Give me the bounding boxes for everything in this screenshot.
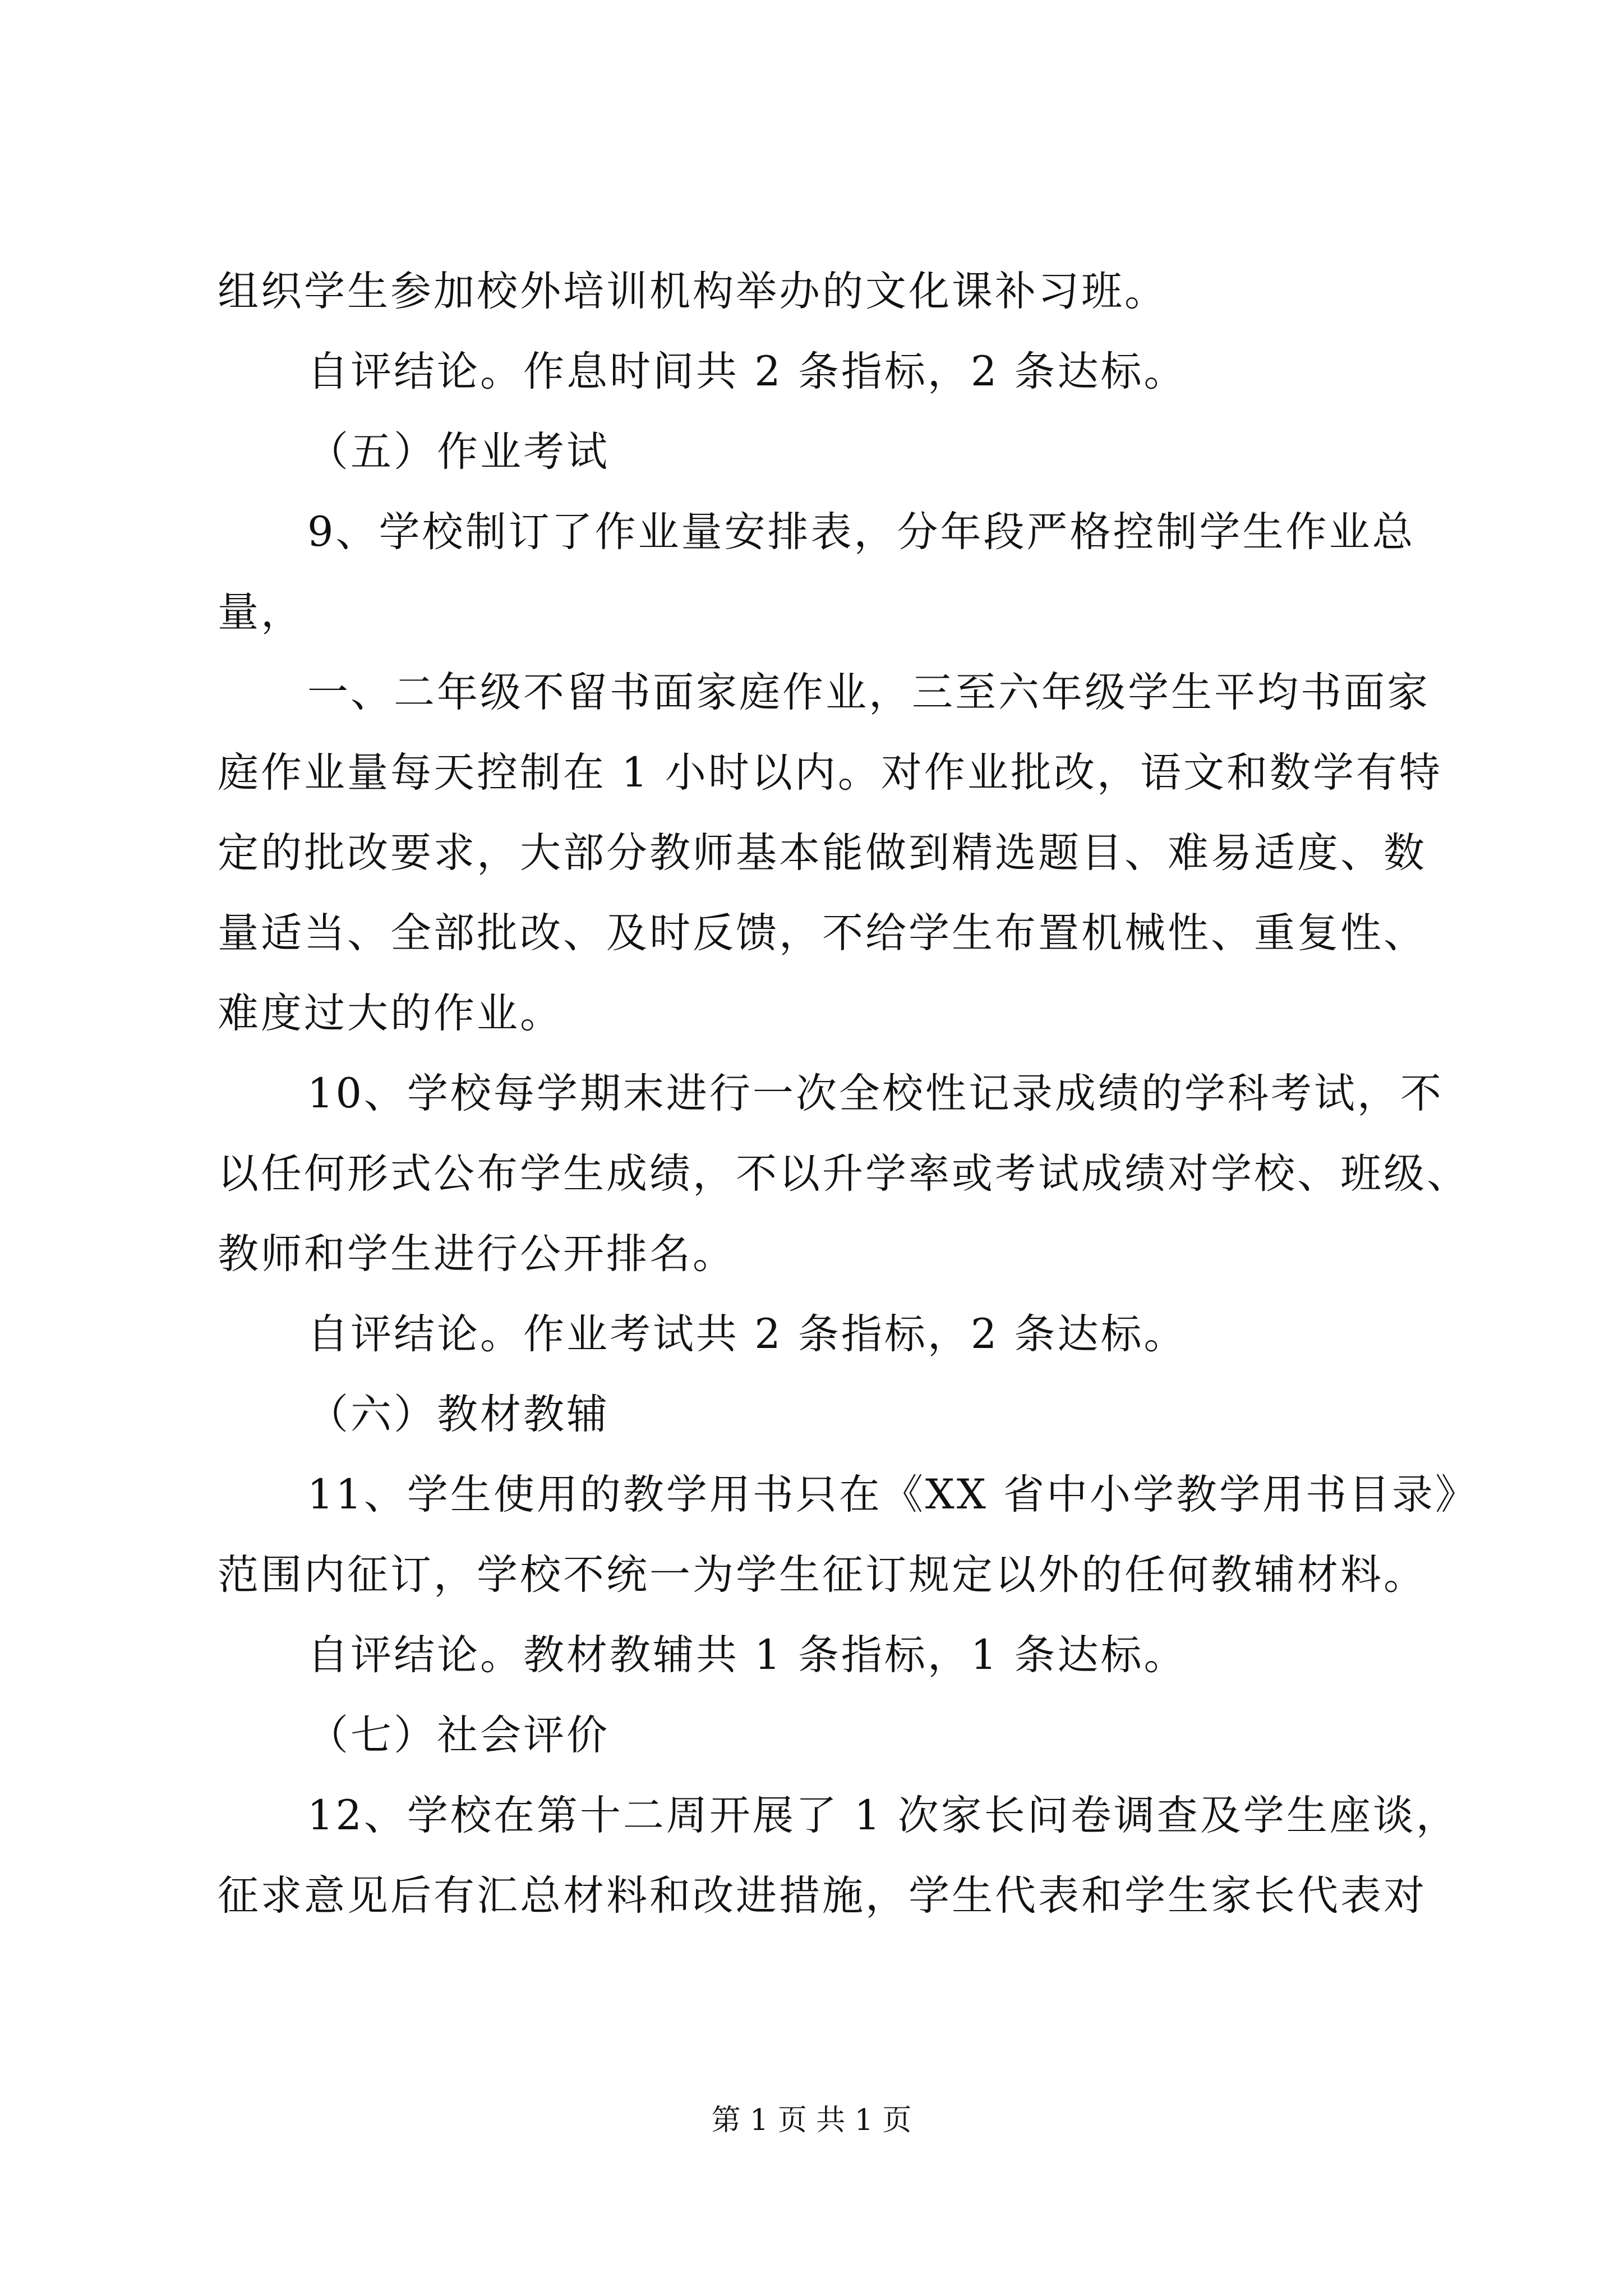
body-text-line: 定的批改要求，大部分教师基本能做到精选题目、难易适度、数 — [218, 829, 1427, 877]
section-heading: （七）社会评价 — [307, 1711, 610, 1759]
self-evaluation-line: 自评结论。教材教辅共 1 条指标，1 条达标。 — [307, 1631, 1187, 1679]
body-text-line: 征求意见后有汇总材料和改进措施，学生代表和学生家长代表对 — [218, 1872, 1427, 1920]
body-text-line: 量适当、全部批改、及时反馈，不给学生布置机械性、重复性、 — [218, 909, 1427, 957]
body-text-line: 9、学校制订了作业量安排表，分年段严格控制学生作业总 — [307, 508, 1415, 556]
body-text-line: 教师和学生进行公开排名。 — [218, 1230, 736, 1278]
body-text-line: 12、学校在第十二周开展了 1 次家长问卷调查及学生座谈， — [307, 1792, 1459, 1839]
body-text-line: 难度过大的作业。 — [218, 990, 563, 1037]
section-heading: （六）教材教辅 — [307, 1391, 610, 1438]
page-number-footer: 第 1 页 共 1 页 — [711, 2104, 912, 2137]
body-text-line: 量， — [218, 588, 304, 636]
self-evaluation-line: 自评结论。作业考试共 2 条指标，2 条达标。 — [307, 1310, 1187, 1358]
body-text-line: 庭作业量每天控制在 1 小时以内。对作业批改，语文和数学有特 — [218, 749, 1442, 797]
body-text-line: 以任何形式公布学生成绩，不以升学率或考试成绩对学校、班级、 — [218, 1150, 1470, 1198]
body-text-line: 11、学生使用的教学用书只在《XX 省中小学教学用书目录》 — [307, 1471, 1479, 1519]
section-heading: （五）作业考试 — [307, 428, 610, 476]
self-evaluation-line: 自评结论。作息时间共 2 条指标，2 条达标。 — [307, 348, 1187, 395]
body-text-line: 10、学校每学期末进行一次全校性记录成绩的学科考试，不 — [307, 1070, 1444, 1117]
body-text-line: 范围内征订，学校不统一为学生征订规定以外的任何教辅材料。 — [218, 1551, 1427, 1599]
body-text-line: 一、二年级不留书面家庭作业，三至六年级学生平均书面家 — [307, 669, 1430, 716]
body-text-line: 组织学生参加校外培训机构举办的文化课补习班。 — [218, 268, 1168, 315]
